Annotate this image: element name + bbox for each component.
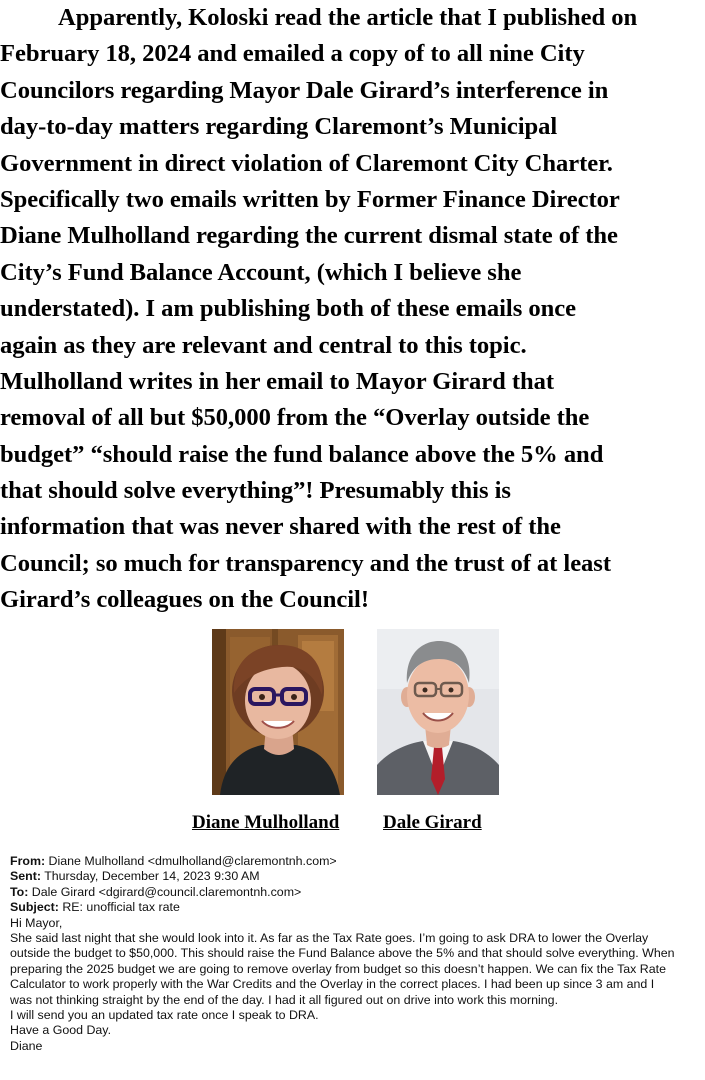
article-line: Councilors regarding Mayor Dale Girard’s interference in [0, 76, 609, 104]
article-line: Specifically two emails written by Former Finance Director [0, 185, 620, 213]
article-line: removal of all but $50,000 from the “Overlay outside the [0, 404, 590, 432]
email-to-label: To: [10, 884, 29, 899]
email-from-label: From: [10, 854, 46, 868]
email-body-line: preparing the 2025 budget we are going to remove overlay from budget so this doesn’t happen. We can fix the Tax Rate [10, 961, 666, 976]
article-line: that should solve everything”! Presumably this is [0, 477, 511, 505]
dale-girard-caption: Dale Girard [383, 812, 482, 833]
article-line: Apparently, Koloski read the article that I published on [58, 4, 638, 31]
email-body-line: She said last night that she would look into it. As far as the Tax Rate goes. I’m going to ask DRA to lower the Overlay [10, 930, 649, 945]
article-line: Government in direct violation of Claremont City Charter. [0, 149, 613, 177]
email-body-line: Hi Mayor, [10, 915, 63, 930]
article-line: Diane Mulholland regarding the current dismal state of the [0, 222, 618, 250]
email-to-row [10, 885, 705, 900]
email-sent-value: Thursday, December 14, 2023 9:30 AM [40, 869, 260, 884]
article-line: again as they are relevant and central to this topic. [0, 331, 527, 359]
email-body-line: outside the budget to $50,000. This should raise the Fund Balance above the 5% and that should solve everything. When [10, 946, 675, 961]
dale-girard-photo [377, 629, 499, 795]
email-to-value: Dale Girard <dgirard@council.claremontnh.com> [28, 884, 302, 899]
article-line: Council; so much for transparency and the trust of at least [0, 549, 611, 577]
article-line: City’s Fund Balance Account, (which I believe she [0, 258, 522, 286]
article-line: budget” “should raise the fund balance above the 5% and [0, 440, 604, 468]
article-line: day-to-day matters regarding Claremont’s Municipal [0, 113, 558, 141]
email-body-line: was not thinking straight by the end of the day. I had it all figured out on drive into work this morning. [10, 992, 559, 1007]
email-body-line: Have a Good Day. [10, 1023, 112, 1038]
article-line: Girard’s colleagues on the Council! [0, 586, 369, 614]
email-body-line: I will send you an updated tax rate once I speak to DRA. [10, 1007, 319, 1022]
email-sent-label: Sent: [10, 869, 41, 884]
article-line: information that was never shared with the rest of the [0, 513, 561, 541]
email-from-value: Diane Mulholland <dmulholland@claremontnh.com> [45, 854, 337, 868]
email-body-line: Calculator to work properly with the War Credits and the Overlay in the correct places. I had been up since 3 am and I [10, 977, 655, 992]
email-body-line: Diane [10, 1038, 43, 1053]
email-subject-value: RE: unofficial tax rate [58, 900, 180, 915]
diane-mulholland-photo [212, 629, 344, 795]
article-line: understated). I am publishing both of these emails once [0, 295, 576, 323]
email-from-row [10, 854, 705, 869]
diane-mulholland-caption: Diane Mulholland [192, 812, 340, 833]
article-line: Mulholland writes in her email to Mayor Girard that [0, 367, 554, 395]
email-subject-row [10, 900, 705, 915]
email-subject-label: Subject: [10, 900, 59, 915]
email-sent-row [10, 869, 705, 884]
article-line: February 18, 2024 and emailed a copy of to all nine City [0, 40, 585, 68]
email-excerpt [10, 854, 705, 1054]
